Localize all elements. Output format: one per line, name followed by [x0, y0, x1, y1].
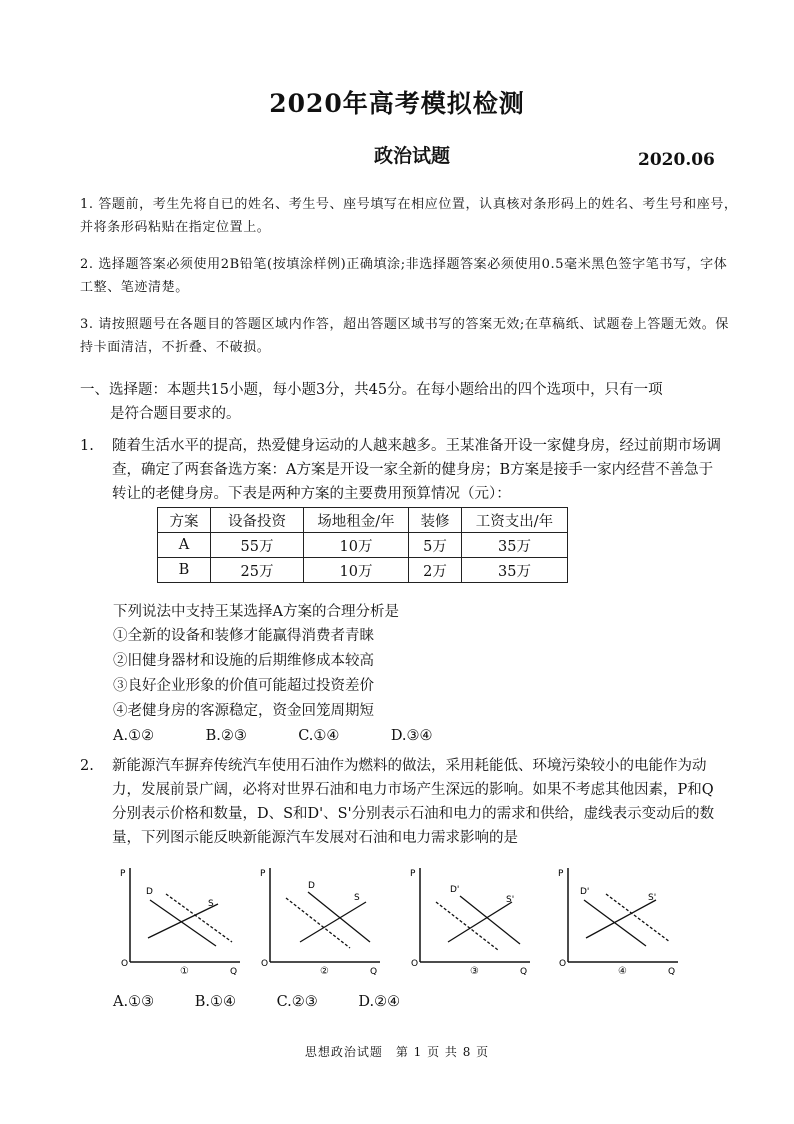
x-axis-label: Q	[370, 967, 378, 977]
q1-cost-table	[157, 507, 568, 583]
shifted-demand-curve	[436, 902, 498, 950]
table-cell: 5万	[409, 533, 462, 558]
section-heading-line1: 一、选择题：本题共15小题，每小题3分，共45分。在每小题给出的四个选项中，只有一项	[80, 382, 663, 398]
exam-date: 2020.06	[638, 150, 715, 170]
q2-graph-1	[118, 862, 248, 981]
q2-stem: 新能源汽车摒弃传统汽车使用石油作为燃料的做法，采用耗能低、环境污染较小的电能作为动力，发展前景广阔，必将对世界石油和电力市场产生深远的影响。如果不考虑其他因素，P和Q分别表示价格和数量，D、S和D'、S'分别表示石油和电力的需求和供给，虚线表示变动后的数量，下列图示能反映新能源汽车发展对石油和电力需求影响的是	[112, 758, 715, 846]
table-cell: 55万	[211, 533, 304, 558]
section-heading-line2: 是符合题目要求的。	[110, 406, 241, 422]
exam-title: 2020年高考模拟检测	[269, 89, 525, 118]
q1-statement-3: ③良好企业形象的价值可能超过投资差价	[113, 678, 374, 694]
graph-caption: ③	[470, 966, 479, 977]
graph-caption: ②	[320, 966, 329, 977]
q1-options	[113, 728, 479, 744]
q1-number: 1.	[80, 438, 94, 454]
table-cell: 35万	[462, 533, 568, 558]
table-header-cell: 场地租金/年	[304, 508, 409, 533]
table-header-cell: 装修	[409, 508, 462, 533]
supply-label: S	[208, 899, 214, 909]
origin-label: O	[121, 959, 129, 969]
supply-curve	[148, 904, 218, 938]
table-cell: B	[158, 558, 211, 583]
demand-label: D'	[580, 887, 590, 897]
page-footer: 思想政治试题 第 1 页 共 8 页	[304, 1045, 490, 1059]
supply-label: S'	[506, 895, 515, 905]
graph-caption: ④	[618, 966, 627, 977]
shifted-demand-curve	[286, 898, 350, 948]
table-cell: 10万	[304, 533, 409, 558]
table-header-cell: 设备投资	[211, 508, 304, 533]
origin-label: O	[411, 959, 419, 969]
supply-curve	[586, 900, 656, 938]
table-cell: 35万	[462, 558, 568, 583]
q2-number: 2.	[80, 758, 94, 774]
supply-curve	[300, 902, 366, 942]
table-header-cell: 工资支出/年	[462, 508, 568, 533]
q1-option-d[interactable]: D.③④	[390, 728, 433, 744]
x-axis-label: Q	[520, 967, 528, 977]
q2-graph-2	[258, 862, 388, 981]
table-cell: A	[158, 533, 211, 558]
y-axis-label: P	[410, 869, 416, 879]
q1-option-c[interactable]: C.①④	[298, 728, 340, 744]
origin-label: O	[261, 959, 269, 969]
table-cell: 2万	[409, 558, 462, 583]
q1-statement-1: ①全新的设备和装修才能赢得消费者青睐	[113, 628, 374, 644]
table-cell: 25万	[211, 558, 304, 583]
table-row	[158, 558, 568, 583]
q2-option-c[interactable]: C.②③	[276, 994, 318, 1010]
demand-label: D'	[450, 885, 460, 895]
exam-subtitle: 政治试题	[374, 145, 451, 167]
demand-label: D	[146, 887, 153, 897]
q1-statement-2: ②旧健身器材和设施的后期维修成本较高	[113, 653, 374, 669]
q1-option-a[interactable]: A.①②	[113, 728, 155, 744]
section-heading	[80, 378, 730, 426]
table-header-cell: 方案	[158, 508, 211, 533]
origin-label: O	[559, 959, 567, 969]
q2-graph-4	[556, 862, 686, 981]
y-axis-label: P	[558, 869, 564, 879]
x-axis-label: Q	[668, 967, 676, 977]
table-cell: 10万	[304, 558, 409, 583]
notice-3: 3. 请按照题号在各题目的答题区域内作答，超出答题区域书写的答案无效;在草稿纸、试题卷上答题无效。保持卡面清洁，不折叠、不破损。	[80, 317, 729, 355]
q2-option-d[interactable]: D.②④	[358, 994, 401, 1010]
q2-options	[113, 994, 436, 1010]
y-axis-label: P	[260, 869, 266, 879]
table-header-row	[158, 508, 568, 533]
supply-label: S	[354, 893, 360, 903]
demand-label: D	[308, 881, 315, 891]
demand-curve	[308, 892, 370, 942]
graph-caption: ①	[180, 966, 189, 977]
q1-stem: 随着生活水平的提高，热爱健身运动的人越来越多。王某准备开设一家健身房，经过前期市场调查，确定了两套备选方案：A方案是开设一家全新的健身房；B方案是接手一家内经营不善急于转让的老健身房。下表是两种方案的主要费用预算情况（元）：	[112, 438, 721, 502]
q1-option-b[interactable]: B.②③	[205, 728, 247, 744]
q1-statement-4: ④老健身房的客源稳定，资金回笼周期短	[113, 703, 374, 719]
q2-option-a[interactable]: A.①③	[113, 994, 155, 1010]
q2-graph-3	[408, 862, 538, 981]
y-axis-label: P	[120, 869, 126, 879]
q1-lead: 下列说法中支持王某选择A方案的合理分析是	[113, 604, 399, 620]
supply-label: S'	[648, 893, 657, 903]
notice-2: 2. 选择题答案必须使用2B铅笔(按填涂样例)正确填涂;非选择题答案必须使用0.5毫米黑色签字笔书写，字体工整、笔迹清楚。	[80, 257, 728, 295]
demand-curve	[584, 900, 646, 946]
shifted-demand-curve	[606, 894, 670, 942]
q2-option-b[interactable]: B.①④	[194, 994, 236, 1010]
x-axis-label: Q	[230, 967, 238, 977]
table-row	[158, 533, 568, 558]
notice-1: 1. 答题前，考生先将自已的姓名、考生号、座号填写在相应位置，认真核对条形码上的姓名、考生号和座号，并将条形码粘贴在指定位置上。	[80, 197, 738, 235]
